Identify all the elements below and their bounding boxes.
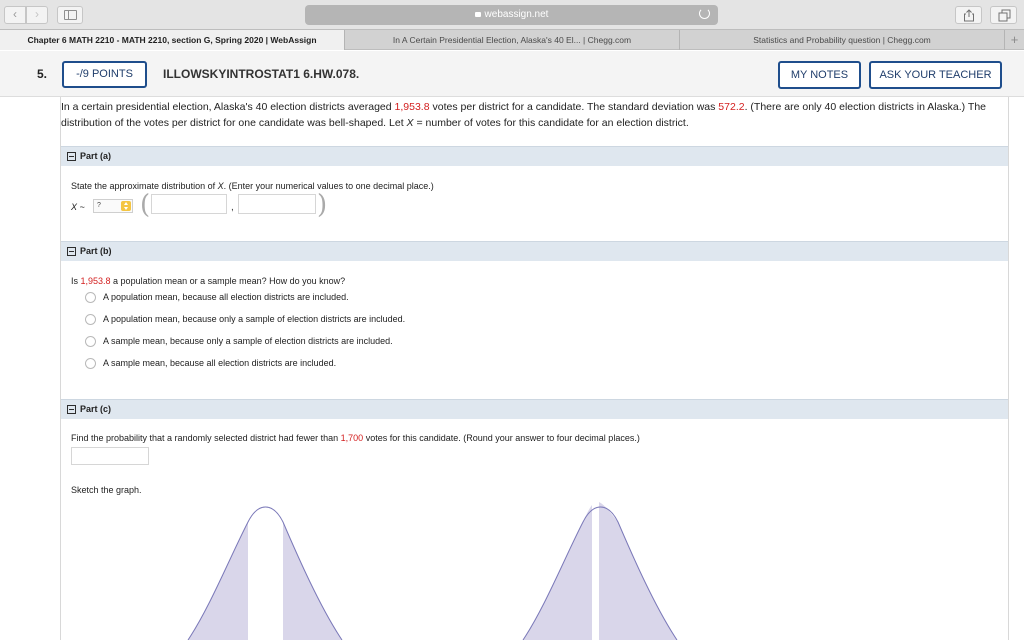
address-bar[interactable] [305, 5, 718, 25]
new-tab-button[interactable]: + [1010, 32, 1019, 47]
shaded-right-region [283, 522, 342, 640]
ask-teacher-button[interactable]: ASK YOUR TEACHER [869, 61, 1002, 89]
back-button[interactable] [4, 6, 26, 24]
part-b-title: Part (b) [80, 246, 112, 256]
chevron-left-icon: ‹ [13, 7, 17, 21]
reload-icon[interactable] [699, 8, 710, 19]
question-header [0, 51, 1024, 97]
radio-option-1[interactable] [85, 292, 96, 303]
sidebar-icon [64, 10, 77, 20]
collapse-minus-icon[interactable] [67, 405, 76, 414]
show-tabs-button[interactable] [990, 6, 1017, 24]
url-text: webassign.net [484, 9, 549, 20]
question-border-right [1008, 97, 1009, 640]
part-a-title: Part (a) [80, 151, 112, 161]
part-b-header[interactable] [61, 241, 1008, 261]
bell-curve-graph-option-2[interactable] [515, 497, 695, 640]
part-b-question: Is 1,953.8 a population mean or a sample mean? How do you know? [71, 276, 346, 286]
radio-option-2[interactable] [85, 314, 96, 325]
tab-chegg-question[interactable]: In A Certain Presidential Election, Alaska's 40 El... | Chegg.com [345, 30, 680, 50]
bell-curve-graph-option-1[interactable] [180, 497, 360, 640]
radio-option-4[interactable] [85, 358, 96, 369]
forward-button[interactable] [26, 6, 48, 24]
mean-value: 1,953.8 [394, 101, 430, 113]
shaded-right-region [599, 502, 677, 640]
close-paren: ) [317, 190, 328, 220]
tab-webassign[interactable]: Chapter 6 MATH 2210 - MATH 2210, section G, Spring 2020 | WebAssign [0, 30, 345, 50]
question-number: 5. [37, 67, 48, 81]
probability-input[interactable] [71, 447, 149, 465]
collapse-minus-icon[interactable] [67, 247, 76, 256]
question-border-left [60, 97, 61, 640]
part-c-title: Part (c) [80, 404, 112, 414]
mean-input[interactable] [151, 194, 227, 214]
tab-bar [0, 29, 1024, 50]
share-icon [963, 9, 975, 22]
sidebar-toggle-button[interactable] [57, 6, 83, 24]
collapse-minus-icon[interactable] [67, 152, 76, 161]
sketch-label: Sketch the graph. [71, 485, 142, 495]
select-value: ? [97, 202, 101, 209]
part-a-instruction: State the approximate distribution of X. (Enter your numerical values to one decimal place.) [71, 181, 434, 191]
option-label-2[interactable]: A population mean, because only a sample of election districts are included. [103, 314, 406, 324]
option-label-4[interactable]: A sample mean, because all election districts are included. [103, 358, 337, 368]
chevron-right-icon: › [35, 7, 39, 21]
option-label-1[interactable]: A population mean, because all election districts are included. [103, 292, 349, 302]
radio-option-3[interactable] [85, 336, 96, 347]
select-arrows-icon [121, 201, 131, 211]
question-prompt: In a certain presidential election, Alaska's 40 election districts averaged 1,953.8 votes per district for a candidate. The standard deviation was 572.2. (There are only 40 election districts in Alaska.) The distribution of the votes per district for one candidate was bell-shaped. Let X = number of votes for this candidate for an election district. [61, 101, 986, 129]
points-badge[interactable]: -/9 POINTS [62, 61, 147, 88]
sd-value: 572.2 [718, 101, 745, 113]
x-distribution-label: X ~ [71, 202, 85, 212]
question-code: ILLOWSKYINTROSTAT1 6.HW.078. [163, 67, 360, 81]
my-notes-button[interactable]: MY NOTES [778, 61, 861, 89]
part-a-header[interactable] [61, 146, 1008, 166]
open-paren: ( [140, 190, 151, 220]
browser-toolbar [0, 0, 1024, 29]
distribution-select[interactable] [93, 199, 133, 213]
tab-chegg-statistics[interactable]: Statistics and Probability question | Chegg.com [680, 30, 1005, 50]
comma-separator: , [231, 202, 234, 213]
sd-input[interactable] [238, 194, 316, 214]
lock-icon [475, 12, 481, 17]
share-button[interactable] [955, 6, 982, 24]
address-url [305, 9, 718, 20]
part-c-question: Find the probability that a randomly selected district had fewer than 1,700 votes for this candidate. (Round your answer to four decimal places.) [71, 433, 640, 443]
option-label-3[interactable]: A sample mean, because only a sample of election districts are included. [103, 336, 393, 346]
tabs-overview-icon [998, 9, 1011, 22]
part-c-header[interactable] [61, 399, 1008, 419]
